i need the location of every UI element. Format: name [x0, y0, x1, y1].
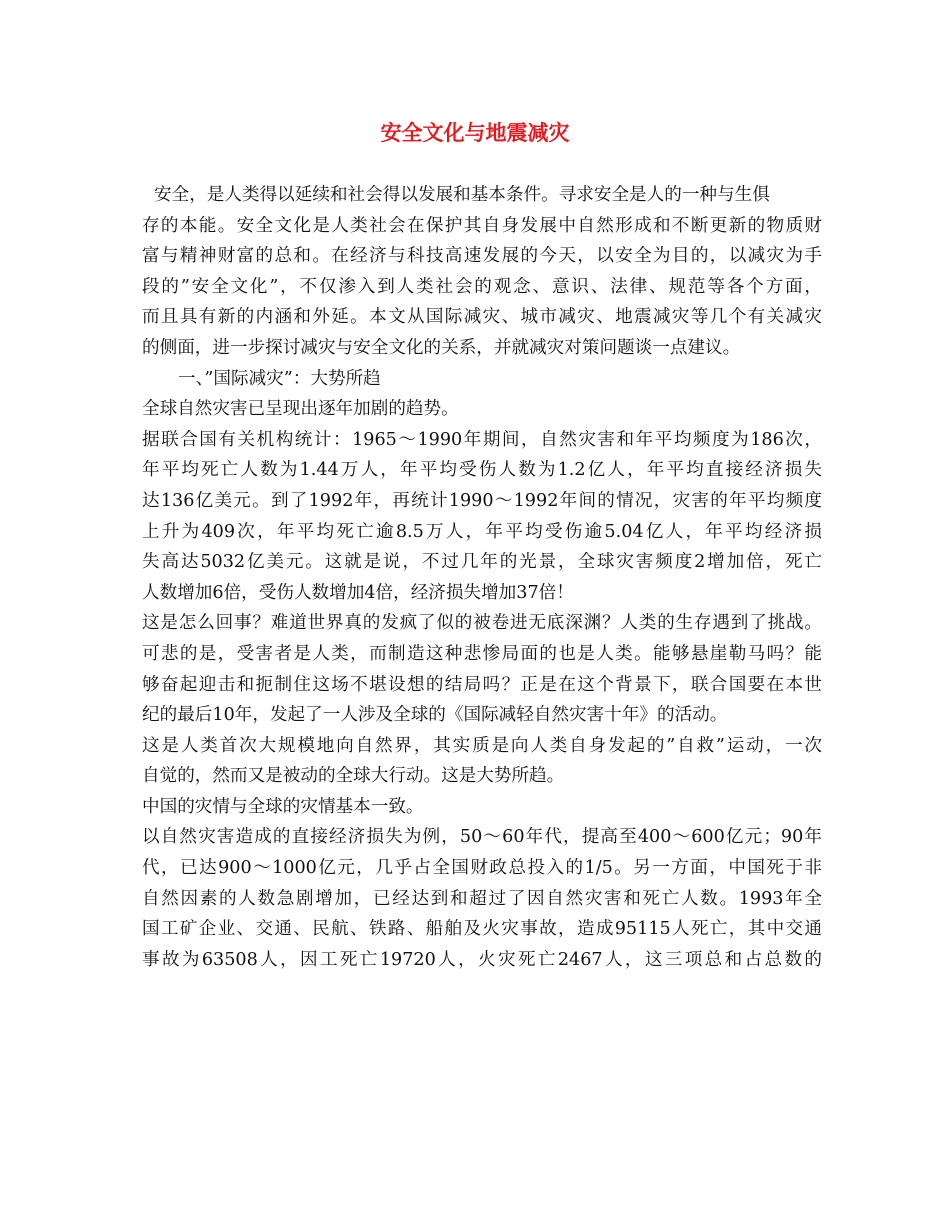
paragraph-line: 纪的最后10年，发起了一人涉及全球的《国际减轻自然灾害十年》的活动。 — [142, 705, 728, 726]
paragraph-line: 存的本能。安全文化是人类社会在保护其自身发展中自然形成和不断更新的物质财 — [142, 215, 822, 236]
paragraph-line: 达136亿美元。到了1992年，再统计1990～1992年间的情况，灾害的年平均频度 — [142, 490, 822, 511]
paragraph-line: 据联合国有关机构统计：1965～1990年期间，自然灾害和年平均频度为186次， — [142, 429, 822, 450]
paragraph-line: 中国的灾情与全球的灾情基本一致。 — [142, 796, 424, 817]
paragraph-line: 这是怎么回事？难道世界真的发疯了似的被卷进无底深渊？人类的生存遇到了挑战。 — [142, 613, 822, 634]
paragraph-line: 段的”安全文化”，不仅渗入到人类社会的观念、意识、法律、规范等各个方面， — [142, 276, 822, 297]
paragraph-line: 够奋起迎击和扼制住这场不堪设想的结局吗？正是在这个背景下，联合国要在本世 — [142, 674, 822, 695]
paragraph-line: 事故为63508人，因工死亡19720人，火灾死亡2467人，这三项总和占总数的 — [142, 949, 822, 970]
paragraph-line: 富与精神财富的总和。在经济与科技高速发展的今天，以安全为目的，以减灾为手 — [142, 246, 822, 267]
paragraph-line: 可悲的是，受害者是人类，而制造这种悲惨局面的也是人类。能够悬崖勒马吗？能 — [142, 643, 822, 664]
paragraph-line: 的侧面，进一步探讨减灾与安全文化的关系，并就减灾对策问题谈一点建议。 — [142, 337, 741, 358]
paragraph-line: 自觉的，然而又是被动的全球大行动。这是大势所趋。 — [142, 766, 565, 787]
document-title: 安全文化与地震减灾 — [380, 121, 570, 145]
paragraph-line: 失高达5032亿美元。这就是说，不过几年的光景，全球灾害频度2增加倍，死亡 — [142, 552, 822, 573]
paragraph-line: 代，已达900～1000亿元，几乎占全国财政总投入的1/5。另一方面，中国死于非 — [142, 858, 822, 879]
document-body — [142, 180, 822, 975]
paragraph-line: 自然因素的人数急剧增加，已经达到和超过了因自然灾害和死亡人数。1993年全 — [142, 888, 822, 909]
paragraph-line: 人数增加6倍，受伤人数增加4倍，经济损失增加37倍！ — [142, 582, 574, 603]
paragraph-line: 年平均死亡人数为1.44万人，年平均受伤人数为1.2亿人，年平均直接经济损失 — [142, 460, 822, 481]
paragraph-line: 上升为409次，年平均死亡逾8.5万人，年平均受伤逾5.04亿人，年平均经济损 — [142, 521, 822, 542]
paragraph-line: 全球自然灾害已呈现出逐年加剧的趋势。 — [142, 399, 459, 420]
paragraph-line: 安全，是人类得以延续和社会得以发展和基本条件。寻求安全是人的一种与生俱 — [154, 185, 770, 205]
paragraph-line: 国工矿企业、交通、民航、铁路、船舶及火灾事故，造成95115人死亡，其中交通 — [142, 919, 822, 940]
section-heading: 一、”国际减灾”：大势所趋 — [178, 368, 381, 389]
paragraph-line: 而且具有新的内涵和外延。本文从国际减灾、城市减灾、地震减灾等几个有关减灾 — [142, 307, 822, 328]
paragraph-line: 这是人类首次大规模地向自然界，其实质是向人类自身发起的”自救”运动，一次 — [142, 735, 822, 756]
paragraph-line: 以自然灾害造成的直接经济损失为例，50～60年代，提高至400～600亿元；90年 — [142, 827, 822, 848]
